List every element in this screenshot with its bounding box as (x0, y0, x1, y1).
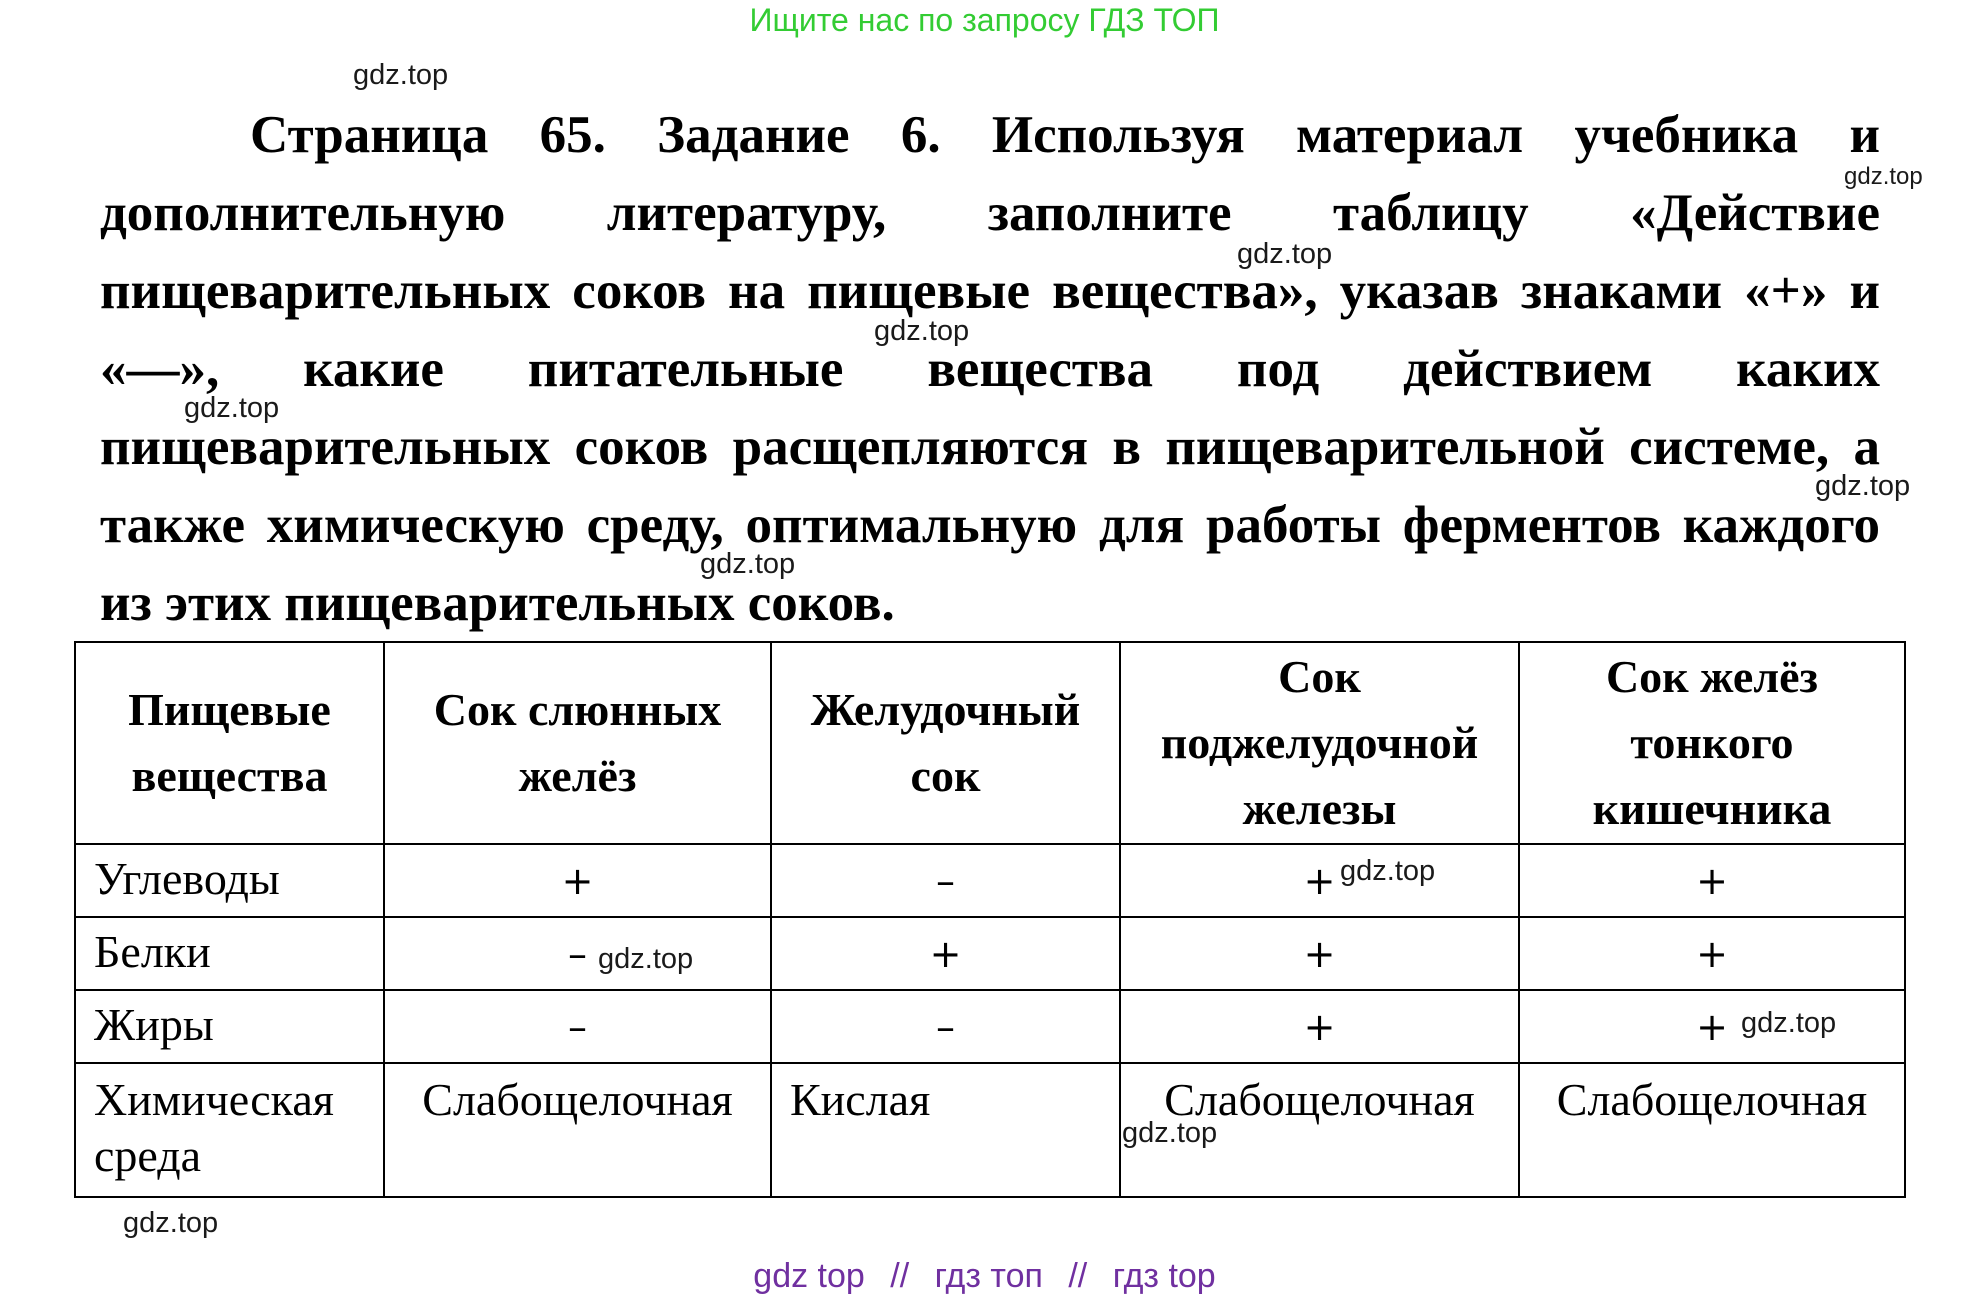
watermark: gdz.top (1741, 1007, 1837, 1039)
row-label: Химическая среда (75, 1063, 384, 1197)
watermark: gdz.top (874, 315, 970, 347)
table-row-fats (75, 990, 1905, 1063)
footer-separator: // (1068, 1257, 1088, 1295)
mark-cell: – (384, 917, 771, 990)
mark-cell: + (1519, 844, 1905, 917)
env-cell: Слабощелочная (1120, 1063, 1519, 1197)
env-cell: Слабощелочная (384, 1063, 771, 1197)
header-gastric-juice: Желудочный сок (771, 642, 1120, 844)
watermark: gdz.top (700, 548, 796, 580)
row-label: Углеводы (75, 844, 384, 917)
table-row-chemical-environment (75, 1063, 1905, 1197)
mark-cell: + (384, 844, 771, 917)
task-text: Страница 65. Задание 6. Используя материал учебника и дополнительную литературу, заполните таблицу «Действие пищеварительных соков на пищевые вещества», указав знаками «+» и «—», какие питательные вещества под действием каких пищеварительных соков расщепляются в пищеварительной системе, а также химическую среду, оптимальную для работы ферментов каждого из этих пищеварительных соков. (100, 106, 1880, 632)
footer-link[interactable]: гдз top (1112, 1257, 1216, 1295)
row-label: Белки (75, 917, 384, 990)
watermark: gdz.top (1815, 470, 1911, 502)
header-nutrients: Пищевые вещества (75, 642, 384, 844)
mark-cell: + (1120, 844, 1519, 917)
digestive-juices-table (74, 641, 1906, 1198)
watermark: gdz.top (1844, 163, 1923, 190)
mark-cell: + (1519, 990, 1905, 1063)
row-label: Жиры (75, 990, 384, 1063)
table-row-proteins (75, 917, 1905, 990)
watermark: gdz.top (353, 59, 449, 91)
mark-cell: + (1120, 990, 1519, 1063)
mark-cell: – (771, 990, 1120, 1063)
env-cell: Кислая (771, 1063, 1120, 1197)
mark-cell: + (771, 917, 1120, 990)
mark-cell: – (771, 844, 1120, 917)
footer-separator: // (890, 1257, 910, 1295)
watermark: gdz.top (598, 943, 694, 975)
mark-cell: + (1519, 917, 1905, 990)
watermark: gdz.top (184, 392, 280, 424)
table-header-row (75, 642, 1905, 844)
mark-cell: – (384, 990, 771, 1063)
watermark: gdz.top (123, 1207, 219, 1239)
top-banner: Ищите нас по запросу ГДЗ ТОП (749, 2, 1220, 38)
header-intestinal-juice: Сок желёз тонкого кишечника (1519, 642, 1905, 844)
footer-link[interactable]: gdz top (753, 1257, 865, 1295)
watermark: gdz.top (1237, 238, 1333, 270)
footer-links (0, 1256, 1969, 1296)
mark-cell: + (1120, 917, 1519, 990)
env-cell: Слабощелочная (1519, 1063, 1905, 1197)
watermark: gdz.top (1340, 855, 1436, 887)
table-row-carbohydrates (75, 844, 1905, 917)
header-salivary-juice: Сок слюнных желёз (384, 642, 771, 844)
watermark: gdz.top (1122, 1117, 1218, 1149)
footer-link[interactable]: гдз топ (934, 1257, 1043, 1295)
header-pancreatic-juice: Сок поджелудочной железы (1120, 642, 1519, 844)
